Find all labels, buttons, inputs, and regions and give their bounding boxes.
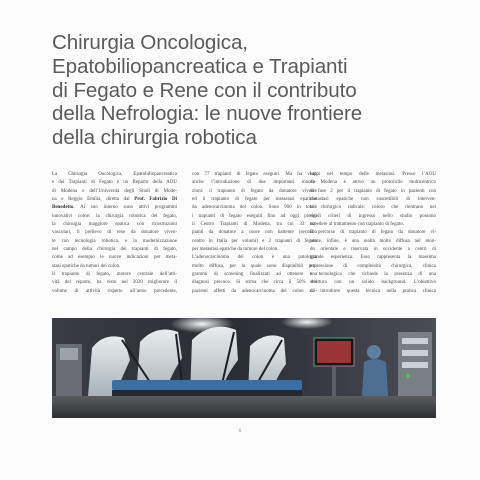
- surgeon-body: [362, 359, 388, 396]
- monitor-screen: [317, 341, 351, 363]
- text-line: grammi di screening finalizzati ad ottenere una: [192, 272, 317, 278]
- text-line: con 77 trapianti di fegato eseguiti. Ma ha visto: [192, 172, 317, 177]
- text-line: di Modena è attivo un protocollo multicentrico: [310, 180, 436, 186]
- text-line: e dei Trapianti di Fegato è un Reparto della AOU: [52, 180, 177, 186]
- text-line: di Modena e dell’Università degli Studi di Mode-: [52, 188, 177, 194]
- equipment-shelf: [402, 350, 428, 356]
- article-title-line: di Fegato e Rene con il contributo: [52, 78, 357, 102]
- text-line: vascolari, il prelievo di rene da donatore viven-: [52, 230, 177, 236]
- text-line: Il percorso di trapianto di fegato da donatore vi-: [310, 230, 436, 236]
- text-line: da adenocarcinoma del colon. Sono 900 in totale: [192, 205, 317, 211]
- robotic-surgery-photo: [52, 318, 436, 418]
- text-line: di introdurre questa tecnica nella pratica clinica: [310, 288, 436, 294]
- text-line: metastasi epatiche non suscettibili di interven-: [310, 197, 436, 203]
- text-line: pazienti affetti da adenocarcinoma del colon svi-: [192, 288, 317, 294]
- text-line: come ad esempio le nuove indicazioni per meta-: [52, 255, 177, 261]
- text-line: per metastasi epatiche da tumore del colon.: [192, 247, 279, 253]
- text-line: vità del reparto, ha visto nel 2020 migliorare il: [52, 280, 177, 286]
- article-column-1: [52, 171, 177, 296]
- equipment-shelf: [402, 338, 428, 344]
- text-line: rigidi criteri di ingresso nello studio possono: [310, 213, 436, 219]
- equipment-shelf: [402, 362, 428, 368]
- article-title-line: Chirurgia Oncologica,: [52, 31, 248, 54]
- column-text: [52, 171, 177, 296]
- text-line: centro in Italia per volumi) e 2 trapianti di fegato: [192, 238, 317, 244]
- author-name: Prof. Fabrizio Di: [134, 197, 177, 203]
- article-column-3: [310, 171, 436, 296]
- text-line: pianti da donatore a cuore non battente (secondo: [192, 230, 317, 236]
- text-line: vente, infine, è una realtà molto diffusa nel mon-: [310, 238, 436, 244]
- page-number: 6: [238, 429, 242, 434]
- text-fragment: na e Reggio Emilia, diretta dal: [52, 197, 130, 203]
- author-name-cont: Benedetto: [52, 205, 74, 211]
- text-line: di fase 2 per il trapianto di fegato in pazienti con: [310, 188, 436, 194]
- text-line: te con tecnologia robotica, e la modernizzazione: [52, 238, 177, 244]
- text-line: i trapianti di fegato eseguiti fino ad oggi presso: [192, 213, 317, 219]
- surgeon-head: [367, 345, 381, 359]
- monitor-stand: [332, 366, 336, 396]
- text-line: anche l’introduzione di due importanti innova-: [192, 180, 317, 186]
- text-line: grande esperienza. Esso rappresenta la massima: [310, 255, 436, 261]
- status-light: [406, 374, 410, 378]
- text-line: diagnosi precoce. Si stima che circa il 50% dei: [192, 280, 317, 286]
- text-line-with-author: [52, 204, 177, 212]
- text-line: innovativi come: la chirurgia robotica del fegato,: [52, 213, 177, 219]
- text-line: la chirurgia maggiore epatica con ricostruzioni: [52, 222, 177, 228]
- text-line: accedere al trattamento con trapianto di fegato.: [310, 222, 404, 228]
- text-line: do orientale e riservata in occidente a centri di: [310, 247, 436, 253]
- text-line: La Chirurgia Oncologica, Epatobiliopancreatica: [52, 172, 177, 177]
- article-title-line: della chirurgia robotica: [52, 126, 257, 150]
- text-line: espressione di complessità chirurgica, clinica: [310, 263, 436, 269]
- article-column-2: [192, 171, 317, 296]
- article-title-line: Epatobiliopancreatica e Trapianti: [52, 54, 348, 78]
- patient-drape: [112, 380, 302, 390]
- text-line: struttura con un solido background. L’obiettivo: [310, 280, 436, 286]
- equipment-panel: [60, 348, 78, 360]
- text-line: nel campo della chirurgia dei trapianti di fegato,: [52, 247, 177, 253]
- operating-table: [112, 390, 302, 396]
- room-floor: [52, 396, 436, 418]
- text-line: zioni: il trapianto di fegato da donatore vivente: [192, 188, 317, 194]
- text-line-with-author: [52, 196, 177, 204]
- text-line: ed il trapianto di fegato per metastasi epatiche: [192, 197, 317, 203]
- article-title-line: della Nefrologia: le nuove frontiere: [52, 102, 363, 126]
- article-title: [52, 31, 452, 150]
- operating-room-illustration: [52, 318, 436, 418]
- text-line: e tecnologica che richiede la presenza di una: [310, 272, 436, 278]
- column-text: [192, 171, 317, 296]
- text-fragment: . Al suo interno sono attivi programmi: [73, 205, 177, 211]
- text-line: L’adenocarcinoma del colon è una patologia: [192, 255, 317, 261]
- text-line: luppi nel tempo delle metastasi. Presso l’AOU: [310, 172, 436, 177]
- text-line: molto diffusa, per la quale sono disponibili pro-: [192, 263, 317, 269]
- text-line: to chirurgico radicale: coloro che rientrano nei: [310, 205, 436, 211]
- text-line: stasi epatiche da tumori del colon.: [52, 263, 121, 269]
- text-line: volume di attività rispetto all’anno precedente,: [52, 288, 177, 294]
- column-text: [310, 171, 436, 296]
- text-line: Il trapianto di fegato, motore centrale dell’atti-: [52, 272, 177, 278]
- text-line: il Centro Trapianti di Modena, tra cui 33 tra-: [192, 222, 317, 228]
